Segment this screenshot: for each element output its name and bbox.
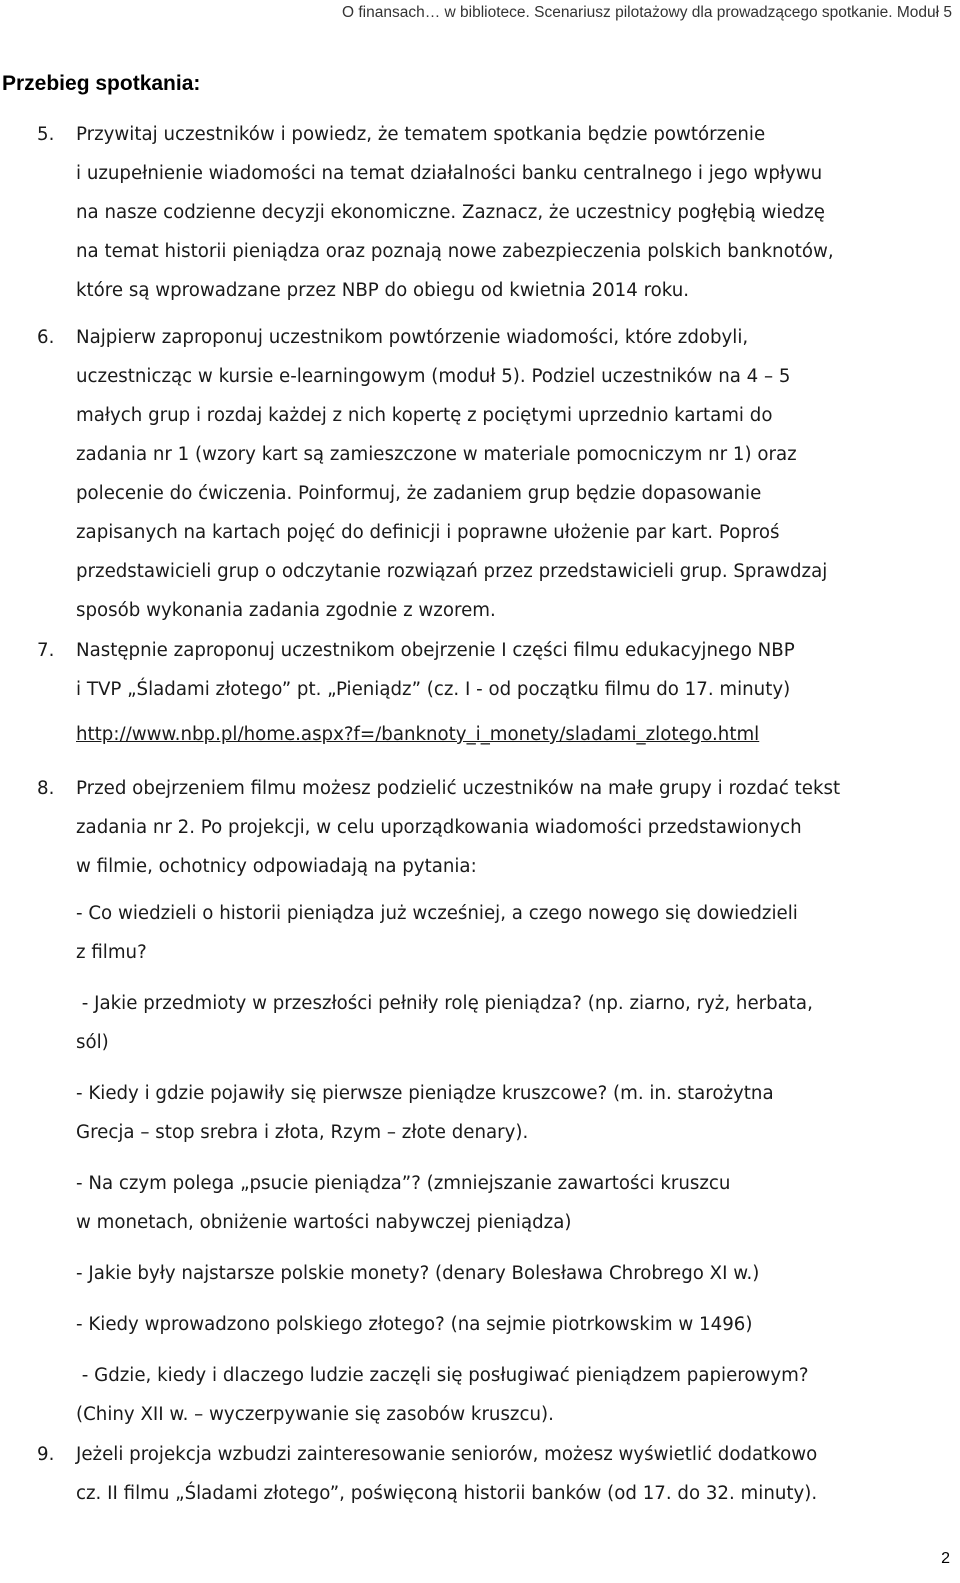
question-line: Grecja – stop srebra i złota, Rzym – złote denary). — [76, 1122, 529, 1143]
text-line: Przywitaj uczestników i powiedz, że tematem spotkania będzie powtórzenie — [76, 124, 766, 145]
list-item-8 — [0, 769, 960, 1434]
text-line: sposób wykonania zadania zgodnie z wzorem. — [76, 600, 496, 621]
text-line: uczestnicząc w kursie e-learningowym (moduł 5). Podziel uczestników na 4 – 5 — [76, 366, 791, 387]
text-line: małych grup i rozdaj każdej z nich kopertę z pociętymi uprzednio kartami do — [76, 405, 773, 426]
text-line: przedstawicieli grup o odczytanie rozwiązań przez przedstawicieli grup. Sprawdzaj — [76, 561, 828, 582]
text-line: cz. II filmu „Śladami złotego”, poświęconą historii banków (od 17. do 32. minuty). — [76, 1483, 818, 1504]
item-number: 8. — [37, 778, 55, 799]
question-line: - Na czym polega „psucie pieniądza”? (zmniejszanie zawartości kruszcu — [76, 1173, 731, 1194]
question-line: - Jakie były najstarsze polskie monety? (denary Bolesława Chrobrego XI w.) — [76, 1263, 760, 1284]
item-number: 7. — [37, 640, 55, 661]
text-line: Jeżeli projekcja wzbudzi zainteresowanie seniorów, możesz wyświetlić dodatkowo — [76, 1444, 818, 1465]
question-line: sól) — [76, 1032, 109, 1053]
text-line: na nasze codzienne decyzji ekonomiczne. Zaznacz, że uczestnicy pogłębią wiedzę — [76, 202, 825, 223]
item-number: 5. — [37, 124, 55, 145]
text-line: polecenie do ćwiczenia. Poinformuj, że zadaniem grup będzie dopasowanie — [76, 483, 762, 504]
running-header: O finansach… w bibliotece. Scenariusz pilotażowy dla prowadzącego spotkanie. Moduł 5 — [341, 4, 952, 21]
text-line: Najpierw zaproponuj uczestnikom powtórzenie wiadomości, które zdobyli, — [76, 327, 749, 348]
item-text — [76, 115, 956, 310]
list-item-7 — [0, 631, 960, 749]
question — [76, 1074, 956, 1152]
item-text — [76, 631, 956, 749]
question-line: - Kiedy wprowadzono polskiego złotego? (na sejmie piotrkowskim w 1496) — [76, 1314, 753, 1335]
list-item-6 — [0, 318, 960, 630]
question-line: - Gdzie, kiedy i dlaczego ludzie zaczęli się posługiwać pieniądzem papierowym? — [76, 1365, 809, 1386]
item-text — [76, 318, 956, 630]
question — [76, 984, 956, 1062]
question — [76, 894, 956, 972]
item-number: 9. — [37, 1444, 55, 1465]
film-link-line — [76, 721, 956, 749]
page-number: 2 — [941, 1550, 950, 1567]
question-line: - Jakie przedmioty w przeszłości pełniły rolę pieniądza? (np. ziarno, ryż, herbata, — [76, 993, 813, 1014]
film-link[interactable]: http://www.nbp.pl/home.aspx?f=/banknoty_i_monety/sladami_zlotego.html — [76, 724, 760, 745]
question-line: - Kiedy i gdzie pojawiły się pierwsze pieniądze kruszcowe? (m. in. starożytna — [76, 1083, 774, 1104]
item-number: 6. — [37, 327, 55, 348]
list-item-9 — [0, 1435, 960, 1513]
question-line: (Chiny XII w. – wyczerpywanie się zasobów kruszcu). — [76, 1404, 554, 1425]
question — [76, 1254, 956, 1293]
item-text — [76, 1435, 956, 1513]
item-text — [76, 769, 956, 1434]
text-line: i TVP „Śladami złotego” pt. „Pieniądz” (cz. I - od początku filmu do 17. minuty) — [76, 679, 791, 700]
text-line: Przed obejrzeniem filmu możesz podzielić uczestników na małe grupy i rozdać tekst — [76, 778, 841, 799]
text-line: Następnie zaproponuj uczestnikom obejrzenie I części filmu edukacyjnego NBP — [76, 640, 795, 661]
question-line: - Co wiedzieli o historii pieniądza już wcześniej, a czego nowego się dowiedzieli — [76, 903, 798, 924]
question-line: w monetach, obniżenie wartości nabywczej pieniądza) — [76, 1212, 572, 1233]
question — [76, 1164, 956, 1242]
text-line: i uzupełnienie wiadomości na temat działalności banku centralnego i jego wpływu — [76, 163, 823, 184]
list-item-5 — [0, 115, 960, 310]
question-line: z filmu? — [76, 942, 147, 963]
text-line: które są wprowadzane przez NBP do obiegu od kwietnia 2014 roku. — [76, 280, 690, 301]
question — [76, 1356, 956, 1434]
text-line: zadania nr 1 (wzory kart są zamieszczone w materiale pomocniczym nr 1) oraz — [76, 444, 797, 465]
text-line: zapisanych na kartach pojęć do definicji i poprawne ułożenie par kart. Poproś — [76, 522, 780, 543]
question — [76, 1305, 956, 1344]
text-line: zadania nr 2. Po projekcji, w celu uporządkowania wiadomości przedstawionych — [76, 817, 802, 838]
section-title: Przebieg spotkania: — [2, 72, 201, 95]
text-line: w filmie, ochotnicy odpowiadają na pytania: — [76, 856, 477, 877]
text-line: na temat historii pieniądza oraz poznają nowe zabezpieczenia polskich banknotów, — [76, 241, 834, 262]
